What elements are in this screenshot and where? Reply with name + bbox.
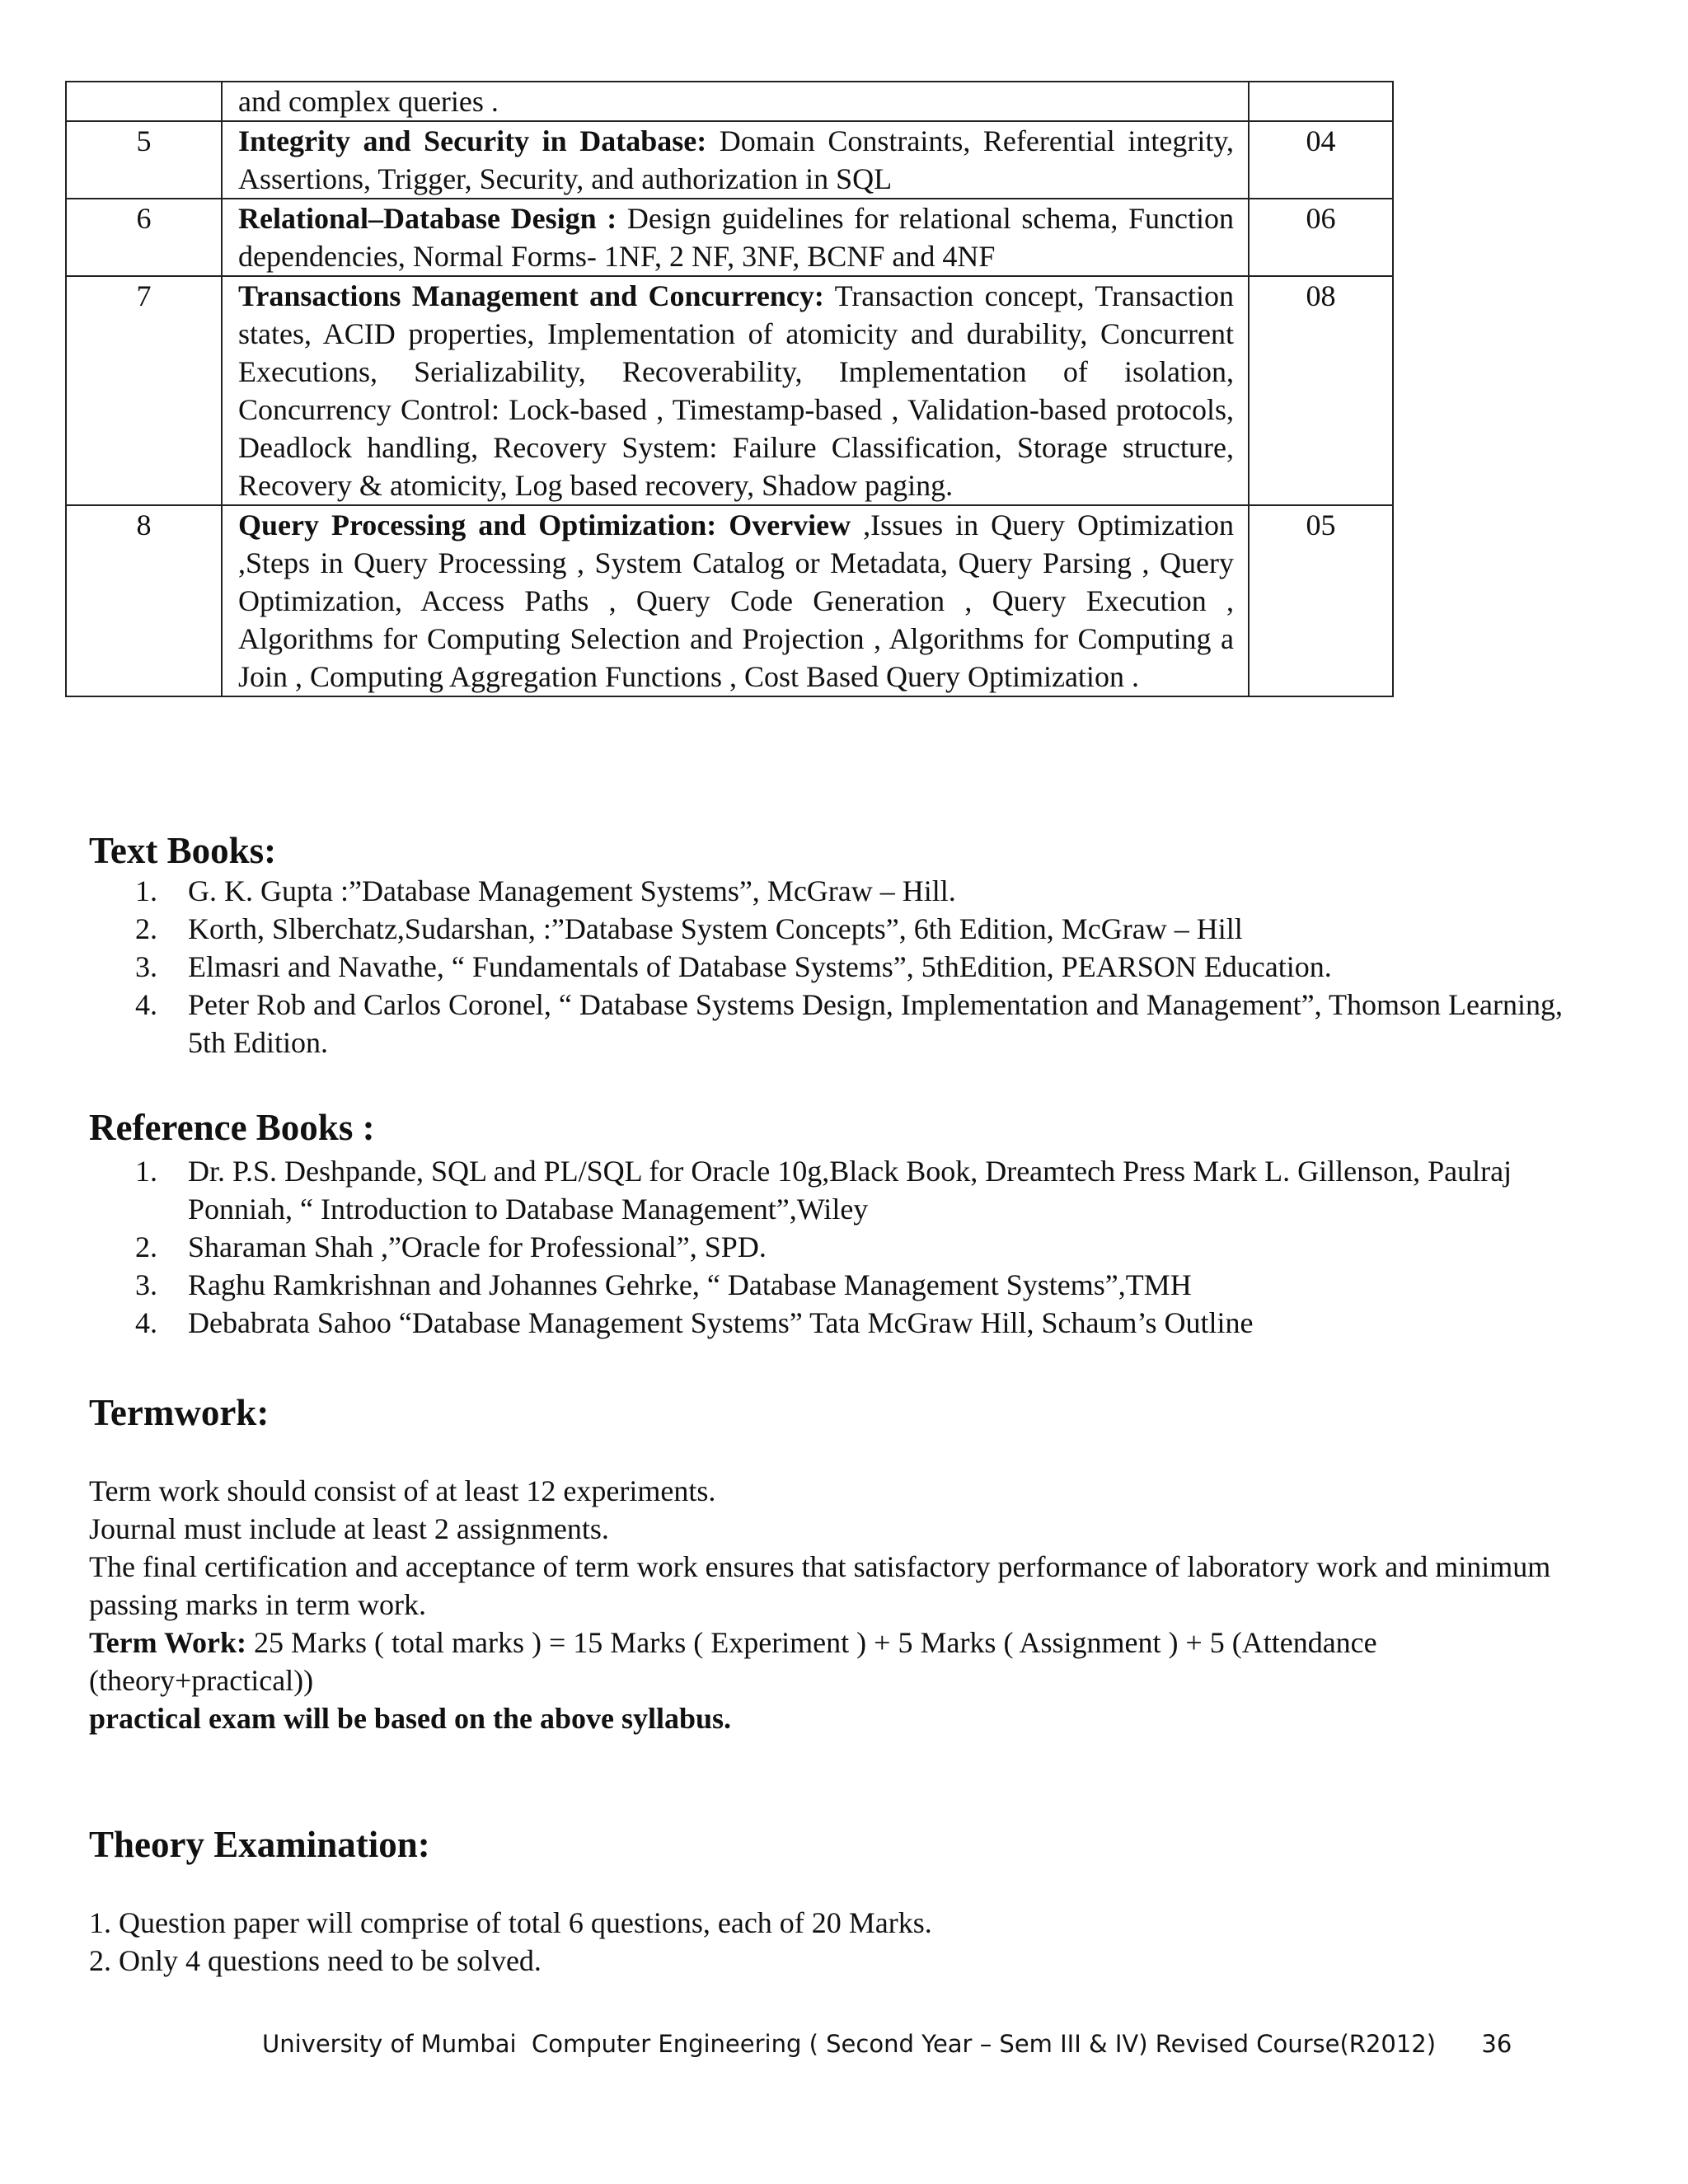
list-item: [89, 872, 1597, 910]
module-content: [222, 82, 1249, 121]
list-number: 2.: [135, 1230, 157, 1263]
module-number: [66, 82, 222, 121]
list-text: Dr. P.S. Deshpande, SQL and PL/SQL for Oracle 10g,Black Book, Dreamtech Press Mark L. Gillenson, Paulraj Ponniah, “ Introduction to Database Management”,Wiley: [188, 1155, 1512, 1226]
module-text: Transaction concept, Transaction states, ACID properties, Implementation of atomicity and durability, Concurrent Executions, Serializability, Recoverability, Implementation of isolation, Concurrency Control: Lock-based , Timestamp-based , Validation-based protocols, Deadlock handling, Recovery System: Failure Classification, Storage structure, Recovery & atomicity, Log based recovery, Shadow paging.: [238, 279, 1234, 502]
table-row: [66, 82, 1393, 121]
practical-note-text: practical exam will be based on the above syllabus.: [89, 1702, 732, 1735]
module-title: Relational–Database Design :: [238, 202, 617, 235]
text-books-list: [89, 872, 1597, 1062]
table-row: [66, 276, 1393, 505]
module-hours: 05: [1249, 505, 1393, 696]
termwork-line: Term work should consist of at least 12 experiments.: [89, 1474, 716, 1507]
list-number: 3.: [135, 950, 157, 983]
termwork-marks-text: 25 Marks ( total marks ) = 15 Marks ( Experiment ) + 5 Marks ( Assignment ) + 5 (Attendance (theory+practical)): [89, 1626, 1377, 1697]
footer-text: University of Mumbai Computer Engineering ( Second Year – Sem III & IV) Revised Course(R2012): [262, 2030, 1437, 2058]
module-hours: [1249, 82, 1393, 121]
page-footer: [262, 2029, 1512, 2059]
module-number: 8: [66, 505, 222, 696]
module-number: 7: [66, 276, 222, 505]
syllabus-table: [65, 81, 1394, 697]
list-number: 4.: [135, 988, 157, 1021]
list-text: Sharaman Shah ,”Oracle for Professional”, SPD.: [188, 1230, 767, 1263]
practical-note: [89, 1699, 1597, 1737]
page-number: 36: [1481, 2030, 1512, 2058]
list-number: 1.: [135, 1155, 157, 1188]
termwork-body: [89, 1472, 1597, 1737]
list-text: Raghu Ramkrishnan and Johannes Gehrke, “ Database Management Systems”,TMH: [188, 1268, 1192, 1301]
reference-books-heading: Reference Books :: [89, 1107, 375, 1148]
module-hours: 04: [1249, 121, 1393, 199]
module-content: [222, 276, 1249, 505]
list-number: 1.: [135, 874, 157, 907]
list-number: 3.: [135, 1268, 157, 1301]
module-hours: 08: [1249, 276, 1393, 505]
theory-exam-line: 1. Question paper will comprise of total 6 questions, each of 20 Marks.: [89, 1906, 932, 1939]
module-content: [222, 199, 1249, 276]
module-content: [222, 505, 1249, 696]
text-books-heading: Text Books:: [89, 830, 277, 871]
module-number: 5: [66, 121, 222, 199]
table-row: [66, 121, 1393, 199]
list-number: 4.: [135, 1306, 157, 1339]
termwork-line: The final certification and acceptance of term work ensures that satisfactory performance of laboratory work and minimum passing marks in term work.: [89, 1550, 1551, 1621]
module-text: Design guidelines for relational schema, Function dependencies, Normal Forms- 1NF, 2 NF, 3NF, BCNF and 4NF: [238, 202, 1234, 273]
list-item: [89, 948, 1597, 986]
list-text: Debabrata Sahoo “Database Management Systems” Tata McGraw Hill, Schaum’s Outline: [188, 1306, 1254, 1339]
theory-exam-body: [89, 1904, 1597, 1980]
termwork-marks: [89, 1624, 1597, 1699]
table-row: [66, 199, 1393, 276]
list-text: Elmasri and Navathe, “ Fundamentals of Database Systems”, 5thEdition, PEARSON Education.: [188, 950, 1332, 983]
module-text: ,Issues in Query Optimization ,Steps in Query Processing , System Catalog or Metadata, Query Parsing , Query Optimization, Access Paths , Query Code Generation , Query Execution , Algorithms for Computing Selection and Projection , Algorithms for Computing a Join , Computing Aggregation Functions , Cost Based Query Optimization .: [238, 509, 1234, 693]
theory-exam-heading: Theory Examination:: [89, 1824, 430, 1865]
module-hours: 06: [1249, 199, 1393, 276]
reference-books-list: [89, 1152, 1597, 1342]
list-item: [89, 1304, 1597, 1342]
module-number: 6: [66, 199, 222, 276]
module-text: Domain Constraints, Referential integrity, Assertions, Trigger, Security, and authorization in SQL: [238, 124, 1234, 195]
module-content: [222, 121, 1249, 199]
module-title: Transactions Management and Concurrency:: [238, 279, 824, 312]
theory-exam-line: 2. Only 4 questions need to be solved.: [89, 1944, 542, 1977]
list-text: Korth, Slberchatz,Sudarshan, :”Database System Concepts”, 6th Edition, McGraw – Hill: [188, 912, 1243, 945]
list-text: Peter Rob and Carlos Coronel, “ Database Systems Design, Implementation and Management”, Thomson Learning, 5th Edition.: [188, 988, 1563, 1059]
table-row: [66, 505, 1393, 696]
list-item: [89, 1228, 1597, 1266]
list-number: 2.: [135, 912, 157, 945]
module-title: Integrity and Security in Database:: [238, 124, 707, 157]
termwork-heading: Termwork:: [89, 1392, 270, 1433]
list-item: [89, 1266, 1597, 1304]
list-item: [89, 910, 1597, 948]
termwork-marks-label: Term Work:: [89, 1626, 247, 1659]
list-item: [89, 986, 1597, 1062]
module-text: and complex queries .: [238, 85, 499, 118]
module-title: Query Processing and Optimization: Overview: [238, 509, 851, 541]
termwork-line: Journal must include at least 2 assignments.: [89, 1512, 609, 1545]
list-text: G. K. Gupta :”Database Management Systems”, McGraw – Hill.: [188, 874, 956, 907]
list-item: [89, 1152, 1597, 1228]
